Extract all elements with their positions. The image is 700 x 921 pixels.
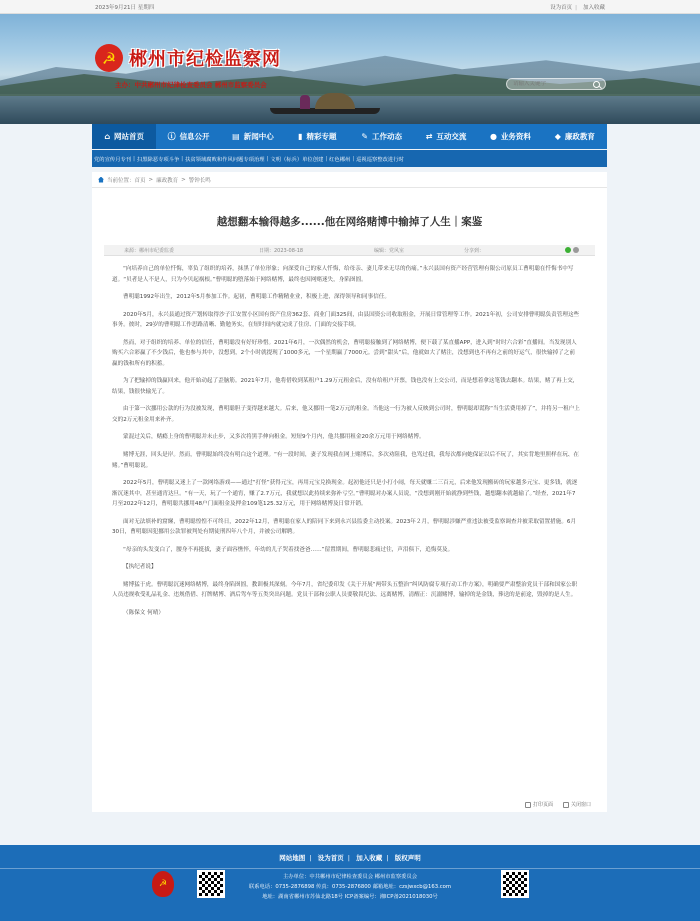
article-paragraph: 为了把输掉的钱赢回来，他开始动起了歪脑筋。2021年7月，他将借收到某租户1.29万元租金后，没有给租户开票，钱也没有上交公司，而是想着拿这笔钱去翻本。结果，赌了再上交，结果，钱很快输光了。 — [112, 378, 579, 395]
print-label: 打印页面 — [532, 802, 553, 808]
footer-info — [0, 872, 700, 902]
chat-icon: ⇄ — [425, 132, 433, 141]
share-icons — [563, 247, 579, 253]
article-byline: （陈保文 何晴） — [123, 609, 164, 616]
news-icon: ▤ — [232, 132, 240, 141]
topic-icon: ▮ — [298, 132, 303, 141]
subnav-link[interactable]: 巡视巡察整改进行时 — [356, 156, 404, 163]
education-icon: ◆ — [554, 132, 561, 141]
set-home-link[interactable]: 设为首页 — [550, 4, 573, 11]
wechat-share-icon[interactable] — [565, 247, 571, 253]
banner-boat-image — [270, 100, 380, 114]
nav-label: 网站首页 — [114, 132, 145, 141]
nav-item-interaction[interactable] — [414, 124, 478, 149]
search-icon[interactable] — [593, 81, 600, 88]
separator: | — [325, 155, 328, 162]
article-actions — [515, 801, 591, 808]
search-box — [506, 78, 606, 90]
site-name: 郴州市纪检监察网 — [129, 49, 281, 70]
article-paragraph: 蒙混过关后，赌瘾上身的曹明聪并未止步，又多次将黑手伸向租金。短短9个月内，他共挪用租金20余万元用于网络赌博。 — [123, 434, 425, 441]
footer-contact: 联系电话：0735-2876898 传真：0735-2876800 邮箱地址：czsjwxcb@163.com — [248, 884, 452, 890]
breadcrumb-home[interactable]: 首页 — [134, 177, 146, 184]
search-input[interactable] — [507, 81, 593, 87]
footer-divider — [0, 868, 700, 869]
separator: | — [309, 854, 312, 862]
footer-links — [0, 845, 700, 862]
footer-link-home[interactable]: 设为首页 — [317, 854, 344, 862]
article-paragraph: “向培养自己的单位忏悔，辜负了组织的培养，抹黑了单位形象；向深爱自己的家人忏悔，给母亲、妻儿带来无尽的伤痛。”永兴县国有资产经营管理有限公司原员工曹明聪在忏悔书中写道。“贝者是人不是人，只为今贝起祸根。”曹明聪的堕落始于网络赌博，最终也因网赌迷失，身陷囹圄。 — [112, 266, 574, 283]
nav-item-topics[interactable] — [285, 124, 349, 149]
breadcrumb-prefix: 当前位置： — [107, 177, 135, 184]
separator: > — [181, 176, 186, 183]
article-body — [92, 256, 607, 618]
nav-item-education[interactable] — [543, 124, 607, 149]
close-icon — [563, 802, 569, 808]
nav-item-news[interactable] — [221, 124, 285, 149]
article-paragraph: 2020年5月，永兴县通过资产划转取得沙子江安置小区国有资产住房362套、商业门面325间，由县国资公司收取租金，开展日常管理等工作。2021年初，公司安排曹明聪负责管理这些事务。彼时，29岁的曹明聪工作思路清晰、勤勉务实，在短时间内就完成了住房、门面的交接手续。 — [112, 311, 580, 329]
subnav-link[interactable]: 扫黑除恶专项斗争 — [136, 156, 180, 163]
work-icon: ✎ — [361, 132, 369, 141]
separator: | — [575, 4, 577, 11]
share-label: 分享到： — [464, 247, 485, 254]
separator: | — [386, 854, 389, 862]
top-links — [544, 3, 605, 11]
breadcrumb-current[interactable]: 警钟长鸣 — [188, 177, 211, 184]
article-meta — [104, 245, 595, 256]
party-emblem-icon: ☭ — [95, 44, 123, 72]
qr-code-icon — [501, 870, 529, 898]
article-editor: 编辑：党风室 — [374, 247, 405, 254]
nav-item-work[interactable] — [350, 124, 414, 149]
article-date: 日期：2023-08-18 — [259, 247, 304, 254]
article-section-heading: 【执纪者说】 — [123, 564, 157, 571]
subnav-link[interactable]: 文明（标兵）单位创建 — [270, 156, 324, 163]
subnav-link[interactable]: 党的宣传月专刊 — [94, 156, 132, 163]
nav-label: 信息公开 — [179, 132, 210, 141]
article-title: 越想翻本输得越多......他在网络赌博中输掉了人生｜案鉴 — [216, 216, 483, 228]
nav-item-info[interactable] — [156, 124, 220, 149]
footer-sponsor: 主办单位：中共郴州市纪律检查委员会 郴州市监察委员会 — [282, 874, 418, 880]
article-paragraph: “母亲的头发变白了，腰身不再挺拔，妻子面容憔悴，年幼的儿子哭着找爸爸……”留置期间，曹明聪悲痛过往，声泪俱下，追悔莫及。 — [123, 546, 454, 553]
close-label: 关闭窗口 — [570, 802, 591, 808]
add-favorite-link[interactable]: 加入收藏 — [582, 4, 605, 11]
nav-label: 廉政教育 — [564, 132, 595, 141]
article-paragraph: 面对无法填补的窟窿，曹明聪惶惶不可终日，2022年12月，曹明聪在家人的陪同下来到永兴县监委主动投案。2023年２月，曹明聪涉嫌严重违法被受监察调查并被采取留置措施。6月30日，曹明聪因犯挪用公款罪被判处有期徒刑四年八个月，并被公司解聘。 — [112, 518, 577, 536]
separator: | — [266, 155, 269, 162]
footer-link-copyright[interactable]: 版权声明 — [394, 854, 421, 862]
breadcrumb-category[interactable]: 廉政教育 — [156, 177, 179, 184]
nav-item-docs[interactable] — [478, 124, 542, 149]
main-nav — [92, 124, 607, 149]
close-window-button[interactable] — [563, 801, 591, 808]
nav-label: 新闻中心 — [243, 132, 274, 141]
footer-address: 地址：湖南省郴州市苏仙北路18号 ICP备案编号：湘ICP备2021018030号 — [262, 894, 438, 900]
docs-icon: ● — [489, 132, 497, 141]
footer-link-sitemap[interactable]: 网站地图 — [279, 854, 306, 862]
nav-label: 工作动态 — [372, 132, 403, 141]
nav-label: 精彩专题 — [306, 132, 337, 141]
top-bar — [0, 0, 700, 14]
boat-person — [300, 95, 310, 109]
header-banner — [0, 14, 700, 124]
article-paragraph: 2022年5月，曹明聪又迷上了一款网络游戏——通过“打怪”获得元宝，再用元宝兑换现金。起初他还只是小打小闹，每天就赚二三百元，后来他发现搬砖的玩家越多元宝、更多钱，就逐渐沉迷其中，甚至通宵达旦。“有一天，玩了一个通宵，赚了2.7万元，我就想以此持续来弥补亏空。”曹明聪对办案人员说，“没想到刚开始就挣到些钱，越想翻本就越输了。”经查，2021年7月至2022年12月，曹明聪共挪用48户门面租金及押金109笔125.32万元，用于网络赌博及日常开销。 — [112, 480, 578, 508]
current-date: 2023年9月21日 星期四 — [95, 4, 155, 11]
party-badge-icon[interactable]: ☭ — [152, 871, 174, 897]
footer — [0, 845, 700, 921]
subnav-link[interactable]: 红色郴州 — [329, 156, 351, 163]
article-paragraph: 由于第一次挪用公款的行为没被发现，曹明聪胆子变得越来越大。后来，他又挪用一笔2万元的租金。当他这一行为被人反映到公司时，曹明聪却谎称“当生活费用掉了”，并将另一租户上交的2万元租金用来补齐。 — [112, 406, 580, 423]
separator: | — [133, 155, 135, 162]
printer-icon — [525, 802, 531, 808]
separator: | — [347, 854, 350, 862]
article-container — [92, 172, 607, 812]
separator: | — [352, 155, 355, 162]
info-icon: ⓘ — [167, 132, 176, 141]
separator: > — [148, 176, 154, 183]
footer-link-favorite[interactable]: 加入收藏 — [356, 854, 383, 862]
nav-label: 业务资料 — [500, 132, 531, 141]
article-paragraph: 曹明聪1992年出生，2012年5月参加工作。起初，曹明聪工作精精业业，积极上进，深得领导和同事信任。 — [123, 294, 390, 301]
print-page-button[interactable] — [525, 801, 553, 808]
site-logo[interactable] — [95, 44, 281, 72]
subnav-link[interactable]: 扶贫领域腐败和作风问题专项治理 — [185, 156, 265, 163]
article-source: 来源：郴州市纪委监委 — [124, 247, 175, 254]
nav-item-home[interactable] — [92, 124, 156, 149]
article-paragraph: 赌博无涯，回头是岸。然而，曹明聪始终没有明白这个道理。“有一段时间，妻子发现我在网上赌博后，多次劝阻我，也骂过我，我每次都向她保证以后不玩了，其实背地里照样在玩、在赌。”曹明聪说。 — [112, 451, 579, 469]
breadcrumb — [92, 172, 607, 188]
site-sponsor: 主办：中共郴州市纪律检查委员会 郴州市监察委员会 — [115, 81, 267, 89]
home-icon: ⌂ — [104, 132, 111, 141]
nav-label: 互动交流 — [436, 132, 467, 141]
article-paragraph: 然而，对于组织的培养、单位的信任，曹明聪没有好好珍惜。2021年6月，一次偶然的机会，曹明聪接触到了网络赌博，便下载了某直播APP，进入到“时时六合彩”直播间。当发现别人购买六合彩赢了不少钱后，他也参与其中，没想到，2个小时就提现了1000多元，一个星期赢了7000元。尝到“甜头”后，他就如大了赌注，没想到也不再有之前的好运气，很快输掉了之前赢的钱和所有的积蓄。 — [112, 339, 577, 367]
home-icon — [98, 177, 104, 183]
article-paragraph: 赌博猛于虎。曹明聪沉迷网络赌博，最终身陷囹圄，教训极其深刻。今年7月，省纪委印发《关于开展“两带头五整治”纠风防腐专项行动工作方案》，明确要严肃整治党员干部和国家公职人员违规收受礼品礼金、违规借借、打牌赌博、酒后驾车等五类突出问题。党员干部和公职人员要敬畏纪法、远离赌博，清醒正：沉溺赌博，输掉的是金钱，葬送的是前途，毁掉的是人生。 — [112, 581, 578, 599]
weibo-share-icon[interactable] — [573, 247, 579, 253]
sub-nav — [92, 150, 607, 167]
separator: | — [181, 155, 184, 162]
